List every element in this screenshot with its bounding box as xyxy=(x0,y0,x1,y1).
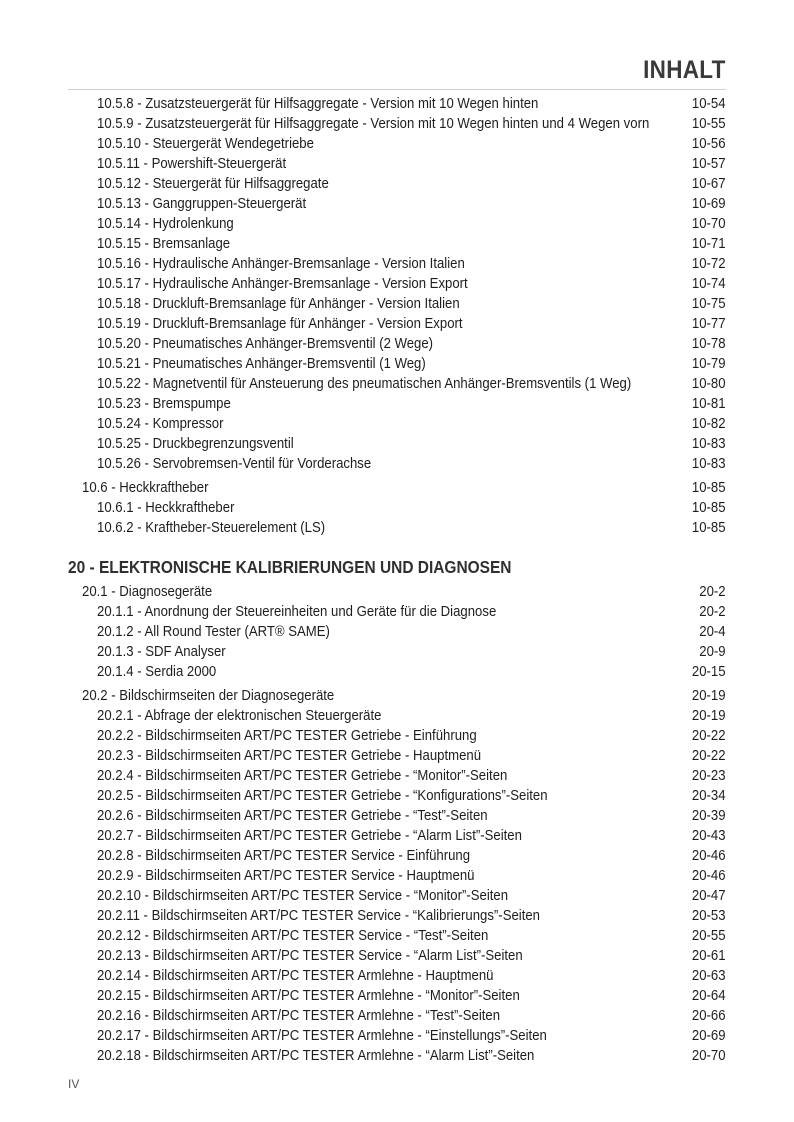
toc-entry-title: 20.2.18 - Bildschirmseiten ART/PC TESTER Armlehne - “Alarm List”-Seiten xyxy=(97,1048,535,1064)
toc-entry-title: 10.6.1 - Heckkraftheber xyxy=(97,500,235,516)
toc-entry-page: 10-83 xyxy=(692,456,726,472)
toc-entry-page: 10-67 xyxy=(692,176,726,192)
toc-entry[interactable] xyxy=(0,706,794,726)
toc-entry-page: 20-19 xyxy=(692,708,726,724)
toc-entry-page: 10-72 xyxy=(692,256,726,272)
toc-entry[interactable] xyxy=(0,846,794,866)
toc-entry-page: 20-61 xyxy=(692,948,726,964)
toc-entry-title: 10.5.21 - Pneumatisches Anhänger-Bremsventil (1 Weg) xyxy=(97,356,426,372)
toc-entry-page: 10-71 xyxy=(692,236,726,252)
toc-entry-title: 10.5.15 - Bremsanlage xyxy=(97,236,231,252)
toc-entry-title: 20.1.4 - Serdia 2000 xyxy=(97,664,217,680)
toc-entry-page: 10-75 xyxy=(692,296,726,312)
toc-entry-title: 10.5.24 - Kompressor xyxy=(97,416,224,432)
toc-entry[interactable] xyxy=(0,334,794,354)
toc-entry-page: 10-83 xyxy=(692,436,726,452)
toc-entry-page: 10-69 xyxy=(692,196,726,212)
toc-entry-page: 20-2 xyxy=(699,584,726,600)
toc-entry-page: 10-74 xyxy=(692,276,726,292)
toc-entry[interactable] xyxy=(0,274,794,294)
toc-entry-page: 20-19 xyxy=(692,688,726,704)
toc-entry[interactable] xyxy=(0,174,794,194)
toc-entry[interactable] xyxy=(0,294,794,314)
toc-entry-page: 20-69 xyxy=(692,1028,726,1044)
toc-entry[interactable] xyxy=(0,234,794,254)
toc-entry-title: 10.5.17 - Hydraulische Anhänger-Bremsanlage - Version Export xyxy=(97,276,468,292)
toc-entry[interactable] xyxy=(0,498,794,518)
toc-entry-page: 20-15 xyxy=(692,664,726,680)
toc-entry[interactable] xyxy=(0,1006,794,1026)
toc-entry-page: 20-9 xyxy=(699,644,726,660)
toc-entry[interactable] xyxy=(0,454,794,474)
toc-entry[interactable] xyxy=(0,786,794,806)
toc-entry[interactable] xyxy=(0,354,794,374)
toc-entry[interactable] xyxy=(0,134,794,154)
toc-entry-page: 20-46 xyxy=(692,868,726,884)
toc-entry-title: 20.2.15 - Bildschirmseiten ART/PC TESTER Armlehne - “Monitor”-Seiten xyxy=(97,988,520,1004)
toc-entry-title: 20.2.2 - Bildschirmseiten ART/PC TESTER Getriebe - Einführung xyxy=(97,728,477,744)
toc-entry-page: 20-4 xyxy=(699,624,726,640)
toc-entry-page: 20-23 xyxy=(692,768,726,784)
toc-entry-page: 20-34 xyxy=(692,788,726,804)
toc-entry[interactable] xyxy=(0,746,794,766)
toc-entry-title: 10.6.2 - Kraftheber-Steuerelement (LS) xyxy=(97,520,326,536)
toc-entry-page: 10-57 xyxy=(692,156,726,172)
header-divider xyxy=(68,89,726,90)
toc-entry[interactable] xyxy=(0,414,794,434)
toc-entry[interactable] xyxy=(0,866,794,886)
toc-entry-page: 10-70 xyxy=(692,216,726,232)
toc-entry[interactable] xyxy=(0,662,794,682)
toc-entry-title: 20.2.17 - Bildschirmseiten ART/PC TESTER Armlehne - “Einstellungs”-Seiten xyxy=(97,1028,547,1044)
toc-entry-page: 10-80 xyxy=(692,376,726,392)
toc-entry-page: 10-77 xyxy=(692,316,726,332)
toc-entry[interactable] xyxy=(0,194,794,214)
toc-entry-title: 10.5.20 - Pneumatisches Anhänger-Bremsventil (2 Wege) xyxy=(97,336,434,352)
toc-entry-page: 20-22 xyxy=(692,748,726,764)
toc-entry-title: 10.5.9 - Zusatzsteuergerät für Hilfsaggregate - Version mit 10 Wegen hinten und 4 Wegen vorn xyxy=(97,116,650,132)
toc-entry-page: 20-46 xyxy=(692,848,726,864)
toc-entry-title: 10.5.22 - Magnetventil für Ansteuerung des pneumatischen Anhänger-Bremsventils (1 Weg) xyxy=(97,376,632,392)
toc-entry-title: 10.5.16 - Hydraulische Anhänger-Bremsanlage - Version Italien xyxy=(97,256,465,272)
toc-entry-page: 10-81 xyxy=(692,396,726,412)
toc-entry-title: 10.5.8 - Zusatzsteuergerät für Hilfsaggregate - Version mit 10 Wegen hinten xyxy=(97,96,539,112)
toc-entry-title: 20.1.2 - All Round Tester (ART® SAME) xyxy=(97,624,330,640)
toc-entry-title: 20.2.8 - Bildschirmseiten ART/PC TESTER Service - Einführung xyxy=(97,848,471,864)
toc-entry-title: 20.2.10 - Bildschirmseiten ART/PC TESTER Service - “Monitor”-Seiten xyxy=(97,888,509,904)
toc-entry-page: 10-85 xyxy=(692,500,726,516)
toc-entry-title: 20.2.9 - Bildschirmseiten ART/PC TESTER Service - Hauptmenü xyxy=(97,868,475,884)
toc-entry[interactable] xyxy=(0,622,794,642)
toc-entry[interactable] xyxy=(0,214,794,234)
toc-entry[interactable] xyxy=(0,966,794,986)
toc-entry-page: 20-63 xyxy=(692,968,726,984)
toc-entry-title: 20.2.11 - Bildschirmseiten ART/PC TESTER Service - “Kalibrierungs”-Seiten xyxy=(97,908,540,924)
toc-entry-page: 20-2 xyxy=(699,604,726,620)
toc-entry-title: 10.5.25 - Druckbegrenzungsventil xyxy=(97,436,294,452)
toc-entry-title: 10.5.18 - Druckluft-Bremsanlage für Anhänger - Version Italien xyxy=(97,296,460,312)
toc-entry-title: 20.2.3 - Bildschirmseiten ART/PC TESTER Getriebe - Hauptmenü xyxy=(97,748,482,764)
toc-entry-page: 20-53 xyxy=(692,908,726,924)
toc-entry-page: 20-64 xyxy=(692,988,726,1004)
toc-entry-page: 20-39 xyxy=(692,808,726,824)
toc-entry-title: 10.5.11 - Powershift-Steuergerät xyxy=(97,156,287,172)
toc-entry-title: 20.2.13 - Bildschirmseiten ART/PC TESTER Service - “Alarm List”-Seiten xyxy=(97,948,523,964)
toc-entry-title: 20.2.6 - Bildschirmseiten ART/PC TESTER Getriebe - “Test”-Seiten xyxy=(97,808,488,824)
toc-entry[interactable] xyxy=(0,394,794,414)
toc-entry-page: 10-82 xyxy=(692,416,726,432)
toc-entry[interactable] xyxy=(0,826,794,846)
toc-entry[interactable] xyxy=(0,114,794,134)
toc-entry-title: 10.5.23 - Bremspumpe xyxy=(97,396,231,412)
toc-entry[interactable] xyxy=(0,582,794,602)
toc-entry-title: 10.5.13 - Ganggruppen-Steuergerät xyxy=(97,196,307,212)
toc-entry-title: 20.2.4 - Bildschirmseiten ART/PC TESTER Getriebe - “Monitor”-Seiten xyxy=(97,768,508,784)
toc-entry-title: 20.1.3 - SDF Analyser xyxy=(97,644,226,660)
toc-entry-page: 10-85 xyxy=(692,480,726,496)
toc-entry[interactable] xyxy=(0,1046,794,1066)
toc-entry[interactable] xyxy=(0,602,794,622)
toc-entry-page: 10-56 xyxy=(692,136,726,152)
toc-entry[interactable] xyxy=(0,518,794,538)
toc-entry-page: 10-79 xyxy=(692,356,726,372)
toc-entry-title: 20.2.14 - Bildschirmseiten ART/PC TESTER Armlehne - Hauptmenü xyxy=(97,968,494,984)
toc-entry[interactable] xyxy=(0,1026,794,1046)
toc-entry-title: 10.5.10 - Steuergerät Wendegetriebe xyxy=(97,136,314,152)
toc-entry-page: 20-66 xyxy=(692,1008,726,1024)
toc-entry-title: 20 - ELEKTRONISCHE KALIBRIERUNGEN UND DIAGNOSEN xyxy=(68,557,512,577)
toc-entry[interactable] xyxy=(0,478,794,498)
toc-entry[interactable] xyxy=(0,254,794,274)
toc-entry[interactable] xyxy=(0,726,794,746)
toc-entry[interactable] xyxy=(0,374,794,394)
toc-entry-page: 10-55 xyxy=(692,116,726,132)
toc-entry-title: 10.5.14 - Hydrolenkung xyxy=(97,216,234,232)
toc-entry-page: 20-55 xyxy=(692,928,726,944)
toc-entry[interactable] xyxy=(0,986,794,1006)
page-number: IV xyxy=(68,1077,80,1091)
chapter-heading[interactable] xyxy=(0,552,794,582)
toc-entry[interactable] xyxy=(0,806,794,826)
toc-entry-title: 10.6 - Heckkraftheber xyxy=(82,480,209,496)
toc-entry[interactable] xyxy=(0,686,794,706)
toc-entry[interactable] xyxy=(0,926,794,946)
toc-entry-page: 20-47 xyxy=(692,888,726,904)
toc-entry-page: 10-85 xyxy=(692,520,726,536)
toc-entry-title: 20.2 - Bildschirmseiten der Diagnosegeräte xyxy=(82,688,335,704)
toc-entry-title: 20.2.7 - Bildschirmseiten ART/PC TESTER Getriebe - “Alarm List”-Seiten xyxy=(97,828,522,844)
toc-entry-page: 10-78 xyxy=(692,336,726,352)
toc-entry-title: 20.1.1 - Anordnung der Steuereinheiten und Geräte für die Diagnose xyxy=(97,604,497,620)
toc-entry-page: 20-43 xyxy=(692,828,726,844)
toc-entry[interactable] xyxy=(0,886,794,906)
toc-entry-title: 20.2.5 - Bildschirmseiten ART/PC TESTER Getriebe - “Konfigurations”-Seiten xyxy=(97,788,548,804)
toc-entry[interactable] xyxy=(0,642,794,662)
toc-entry[interactable] xyxy=(0,946,794,966)
toc-entry-page: 10-54 xyxy=(692,96,726,112)
toc-entry-title: 20.2.16 - Bildschirmseiten ART/PC TESTER Armlehne - “Test”-Seiten xyxy=(97,1008,501,1024)
toc-entry-page: 20-22 xyxy=(692,728,726,744)
toc-entry[interactable] xyxy=(0,94,794,114)
toc-entry-title: 10.5.12 - Steuergerät für Hilfsaggregate xyxy=(97,176,329,192)
toc-entry-title: 20.1 - Diagnosegeräte xyxy=(82,584,213,600)
table-of-contents xyxy=(0,94,794,1066)
toc-entry[interactable] xyxy=(0,434,794,454)
page-title: INHALT xyxy=(643,56,726,84)
toc-entry-page: 20-70 xyxy=(692,1048,726,1064)
toc-entry-title: 20.2.1 - Abfrage der elektronischen Steuergeräte xyxy=(97,708,382,724)
toc-entry-title: 10.5.19 - Druckluft-Bremsanlage für Anhänger - Version Export xyxy=(97,316,463,332)
toc-entry[interactable] xyxy=(0,906,794,926)
toc-entry-title: 10.5.26 - Servobremsen-Ventil für Vorderachse xyxy=(97,456,372,472)
toc-entry[interactable] xyxy=(0,766,794,786)
toc-entry-title: 20.2.12 - Bildschirmseiten ART/PC TESTER Service - “Test”-Seiten xyxy=(97,928,489,944)
toc-entry[interactable] xyxy=(0,314,794,334)
toc-entry[interactable] xyxy=(0,154,794,174)
